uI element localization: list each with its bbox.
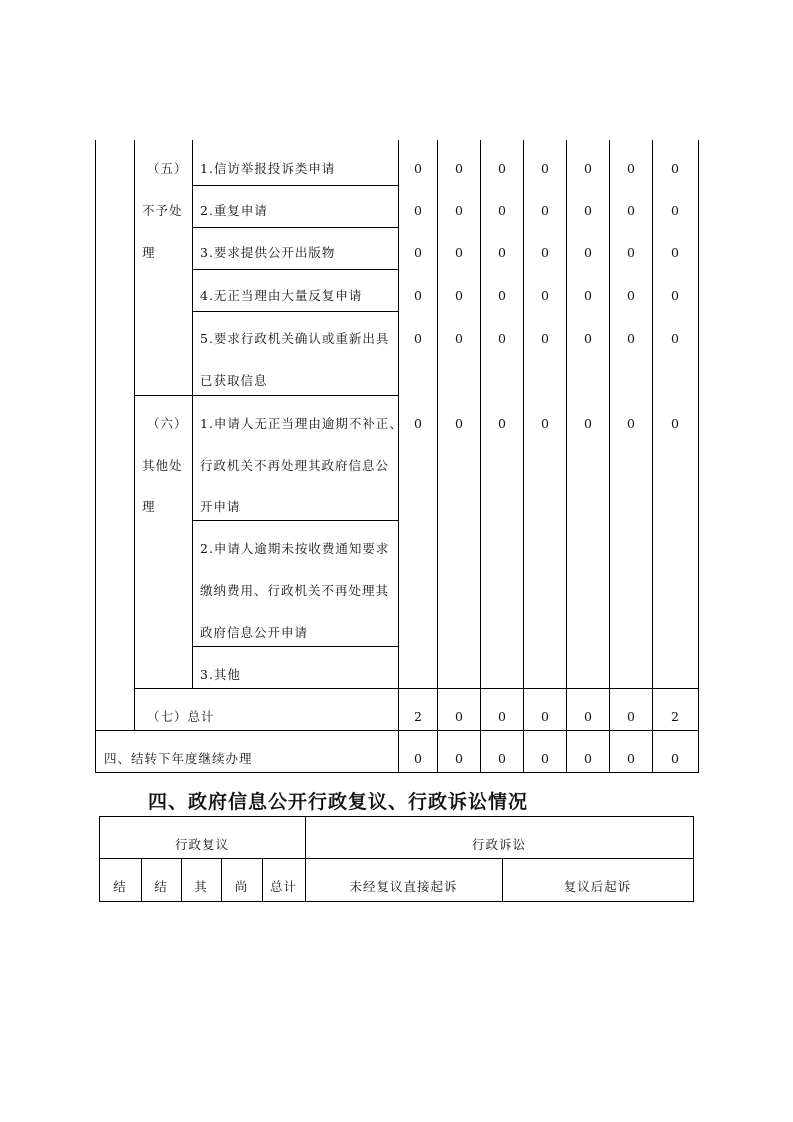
table-line bbox=[652, 140, 653, 772]
table-cell: 0 bbox=[541, 161, 549, 176]
table-border-bottom bbox=[95, 772, 699, 773]
table-cell: 0 bbox=[541, 751, 549, 766]
column-header: 复议后起诉 bbox=[563, 879, 632, 894]
table-cell: 0 bbox=[627, 161, 635, 176]
row-label: 2.重复申请 bbox=[200, 203, 268, 218]
table-border-left bbox=[95, 140, 96, 772]
table-cell: 0 bbox=[541, 416, 549, 431]
column-header: 尚 bbox=[234, 879, 249, 894]
table-line bbox=[192, 646, 399, 647]
table-cell: 0 bbox=[627, 709, 635, 724]
table-line bbox=[192, 227, 399, 228]
table-cell: 0 bbox=[541, 203, 549, 218]
table-cell: 0 bbox=[414, 288, 422, 303]
group-label: 其他处 bbox=[142, 458, 183, 473]
table-line bbox=[95, 730, 699, 731]
table-cell: 0 bbox=[455, 331, 463, 346]
table-border-top bbox=[99, 816, 694, 817]
table-line bbox=[192, 520, 399, 521]
group-label: 理 bbox=[142, 245, 156, 260]
table-cell: 0 bbox=[414, 751, 422, 766]
table-cell: 0 bbox=[414, 161, 422, 176]
table-border-right bbox=[698, 140, 699, 772]
row-label: 3.要求提供公开出版物 bbox=[200, 245, 336, 260]
table-cell: 0 bbox=[671, 288, 679, 303]
table-cell: 0 bbox=[541, 331, 549, 346]
table-line bbox=[523, 140, 524, 772]
table-cell: 0 bbox=[671, 161, 679, 176]
table-border-bottom bbox=[99, 901, 694, 902]
table-cell: 0 bbox=[455, 288, 463, 303]
table-line bbox=[134, 395, 399, 396]
table-cell: 0 bbox=[671, 331, 679, 346]
row-label: 开申请 bbox=[200, 499, 241, 514]
table-cell: 0 bbox=[584, 245, 592, 260]
table-cell: 0 bbox=[584, 416, 592, 431]
table-cell: 0 bbox=[584, 331, 592, 346]
table-cell: 0 bbox=[455, 161, 463, 176]
table-line bbox=[134, 688, 699, 689]
total-row-label: （七）总计 bbox=[147, 709, 215, 724]
table-cell: 0 bbox=[455, 751, 463, 766]
table-cell: 0 bbox=[455, 203, 463, 218]
table-cell: 0 bbox=[498, 331, 506, 346]
row-label: 3.其他 bbox=[200, 667, 241, 682]
table-cell: 0 bbox=[414, 416, 422, 431]
admin-review-header: 行政复议 bbox=[174, 837, 229, 852]
table-cell: 0 bbox=[498, 161, 506, 176]
column-header: 未经复议直接起诉 bbox=[349, 879, 458, 894]
table-cell: 0 bbox=[414, 203, 422, 218]
row-label: 1.信访举报投诉类申请 bbox=[200, 161, 336, 176]
group-label: 理 bbox=[142, 499, 156, 514]
table-line bbox=[609, 140, 610, 772]
table-line bbox=[437, 140, 438, 772]
table-cell: 0 bbox=[584, 751, 592, 766]
table-cell: 2 bbox=[671, 709, 679, 724]
table-line bbox=[398, 140, 399, 772]
table-line bbox=[99, 858, 694, 859]
table-line bbox=[480, 140, 481, 772]
table-cell: 0 bbox=[414, 331, 422, 346]
row-label: 1.申请人无正当理由逾期不补正、 bbox=[200, 416, 403, 431]
table-cell: 0 bbox=[455, 416, 463, 431]
row-label: 缴纳费用、行政机关不再处理其 bbox=[200, 583, 390, 598]
table-cell: 0 bbox=[498, 751, 506, 766]
table-cell: 0 bbox=[627, 331, 635, 346]
column-header: 结 bbox=[113, 879, 127, 894]
table-cell: 0 bbox=[455, 245, 463, 260]
table-cell: 0 bbox=[627, 751, 635, 766]
row-label: 政府信息公开申请 bbox=[200, 625, 309, 640]
table-cell: 0 bbox=[671, 416, 679, 431]
table-line bbox=[192, 140, 193, 688]
column-header: 结 bbox=[154, 879, 168, 894]
table-cell: 0 bbox=[498, 709, 506, 724]
table-line bbox=[192, 311, 399, 312]
table-cell: 0 bbox=[498, 203, 506, 218]
table-line bbox=[192, 269, 399, 270]
table-cell: 0 bbox=[584, 288, 592, 303]
table-cell: 0 bbox=[541, 245, 549, 260]
group-label: （六） bbox=[147, 416, 188, 431]
carryover-row-label: 四、结转下年度继续办理 bbox=[104, 751, 253, 766]
table-cell: 0 bbox=[584, 161, 592, 176]
table-cell: 0 bbox=[498, 245, 506, 260]
table-cell: 0 bbox=[671, 203, 679, 218]
table-cell: 0 bbox=[627, 245, 635, 260]
table-cell: 0 bbox=[455, 709, 463, 724]
row-label: 行政机关不再处理其政府信息公 bbox=[200, 458, 390, 473]
table-cell: 0 bbox=[541, 288, 549, 303]
section-heading: 四、政府信息公开行政复议、行政诉讼情况 bbox=[148, 791, 529, 813]
table-line bbox=[134, 140, 135, 730]
admin-litigation-header: 行政诉讼 bbox=[471, 837, 526, 852]
column-header: 总计 bbox=[269, 879, 297, 894]
table-cell: 0 bbox=[541, 709, 549, 724]
column-header: 其 bbox=[194, 879, 208, 894]
table-cell: 0 bbox=[584, 203, 592, 218]
table-cell: 0 bbox=[584, 709, 592, 724]
table-cell: 0 bbox=[414, 245, 422, 260]
row-label: 5.要求行政机关确认或重新出具 bbox=[200, 331, 390, 346]
table-cell: 0 bbox=[627, 288, 635, 303]
table-cell: 0 bbox=[671, 245, 679, 260]
table-cell: 0 bbox=[627, 203, 635, 218]
table-cell: 2 bbox=[414, 709, 422, 724]
table-cell: 0 bbox=[627, 416, 635, 431]
row-label: 已获取信息 bbox=[200, 373, 268, 388]
group-label: （五） bbox=[147, 161, 188, 176]
table-line bbox=[566, 140, 567, 772]
table-line bbox=[192, 185, 399, 186]
table-border-right bbox=[693, 816, 694, 902]
row-label: 2.申请人逾期未按收费通知要求 bbox=[200, 541, 390, 556]
group-label: 不予处 bbox=[142, 203, 183, 218]
table-cell: 0 bbox=[498, 416, 506, 431]
table-cell: 0 bbox=[671, 751, 679, 766]
row-label: 4.无正当理由大量反复申请 bbox=[200, 288, 363, 303]
table-cell: 0 bbox=[498, 288, 506, 303]
